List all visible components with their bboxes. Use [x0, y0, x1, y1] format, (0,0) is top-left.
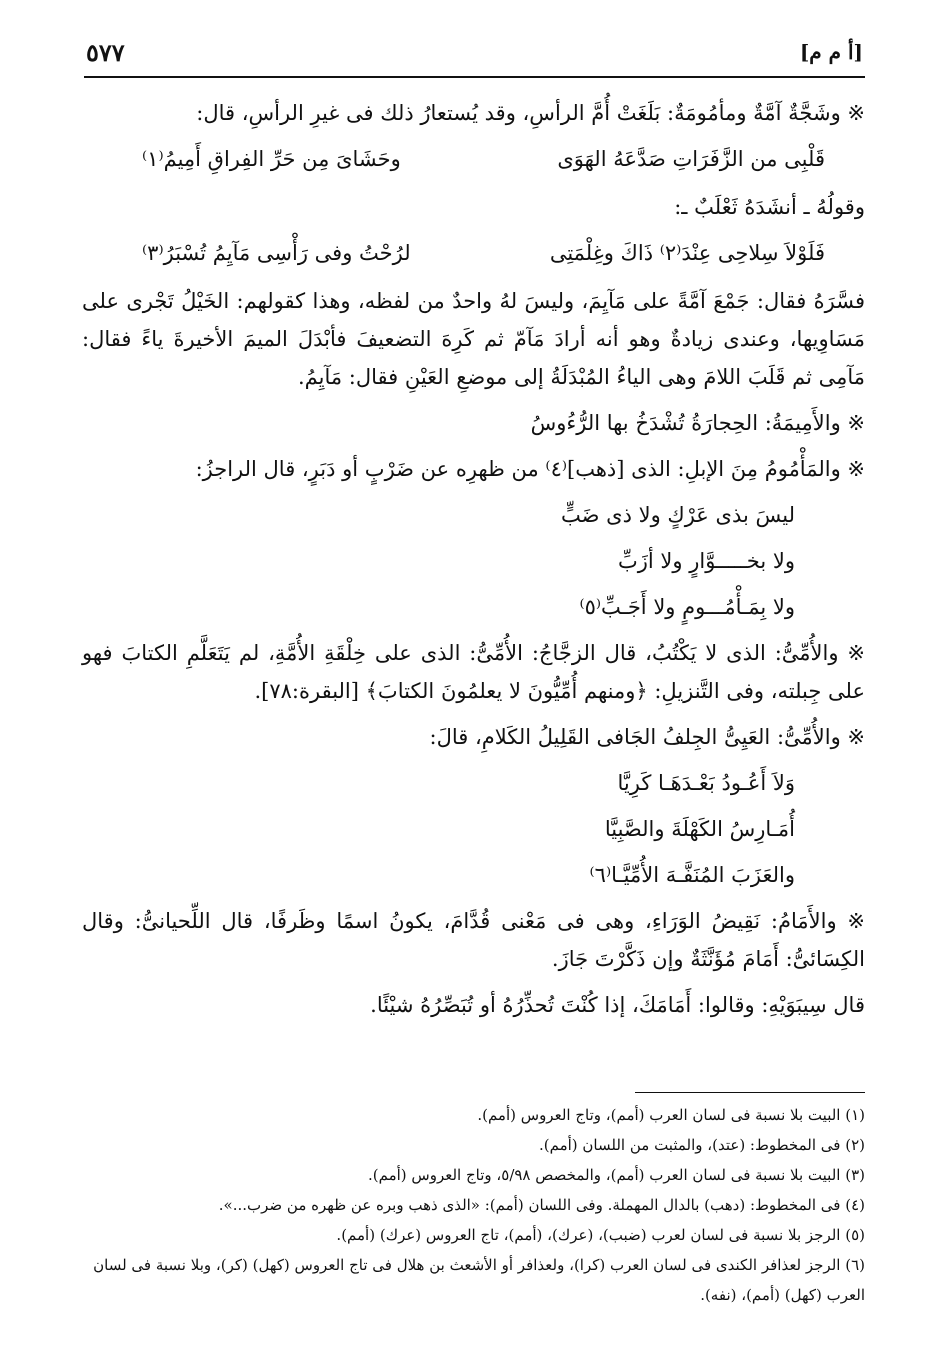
rajaz-line: أُمَـارِسُ الكَهْلَةَ والصَّبِيَّا: [604, 817, 795, 841]
entry-paragraph: قال سِيبَوَيْهِ: وقالوا: أَمَامَكَ، إذا كُنْتَ تُحذِّرُهُ أو تُبَصِّرُهُ شيْئًا.: [370, 993, 865, 1017]
footnote-item: (٦) الرجز لعذافر الكندى فى لسان العرب (كرا)، ولعذافر أو الأشعث بن هلال فى تاج العروس (كهل) (كر)، وبلا نسبة فى لسان العرب (كهل) (أمم)، (نفه).: [93, 1256, 865, 1304]
footnote-item: (٣) البيت بلا نسبة فى لسان العرب (أمم)، والمخصص ٥/٩٨، وتاج العروس (أمم).: [367, 1166, 865, 1184]
verse-first-hemistich: فَلَوْلاَ سِلاحِى عِنْدَ⁽٢⁾ ذَاكَ وغِلْمَتِى: [549, 241, 825, 265]
footnote-item: (٢) فى المخطوط: (عتد)، والمثبت من اللسان (أمم).: [538, 1136, 865, 1154]
verse-first-hemistich: قَلْبِى من الزَّفَرَاتِ صَدَّعَهُ الهَوَى: [557, 147, 825, 171]
rajaz-line: والعَزَبَ المُنَفَّـهَ الأُمِّيَّـا⁽٦⁾: [589, 863, 795, 887]
main-text: [82, 94, 865, 1032]
verse-line: [142, 140, 825, 178]
footnote-rule: [635, 1092, 865, 1093]
entry-paragraph: ※ وشَجَّةٌ آمَّةٌ ومأمُومَةٌ: بَلَغَتْ أُمَّ الرأسِ، وقد يُستعارُ ذلك فى غيرِ الرأسِ، قال:: [196, 101, 865, 125]
entry-paragraph: ※ والأَمَامُ: نَقِيضُ الوَرَاءِ، وهى فى مَعْنى قُدَّامَ، يكونُ اسمًا وظَرفًا، قال اللِّحيانىُّ: وقال الكِسَائىُّ: أَمَامَ مُؤَنَّثَةٌ وإن ذَكَّرْتَ جَازَ.: [82, 909, 865, 971]
verse-second-hemistich: وحَشَاىَ مِن حَرِّ الفِراقِ أَمِيمُ⁽١⁾: [142, 147, 401, 171]
header-rule: [84, 76, 865, 78]
footnote-item: (٥) الرجز بلا نسبة فى لسان لعرب (ضبب)، (عرك)، (أمم)، تاج العروس (عرك) (أمم).: [336, 1226, 865, 1244]
page-header: [86, 38, 863, 68]
rajaz-line: ولا بخـــــوَّارٍ ولا أزَبِّ: [618, 549, 795, 573]
entry-paragraph: ※ والمَأْمُومُ مِنَ الإبلِ: الذى [ذهب]⁽٤⁾ من ظهرِه عن ضَرْبٍ أو دَبَرٍ، قال الراجزُ:: [195, 457, 865, 481]
entry-paragraph: ※ والأُمِّىُّ: العَيِىُّ الجِلفُ الجَافى القَلِيلُ الكَلامِ، قالَ:: [429, 725, 865, 749]
rajaz-line: ولا بِمَـأْمُـــومٍ ولا أَجَـبِّ⁽٥⁾: [579, 595, 795, 619]
running-title: [أ م م]: [799, 40, 863, 64]
entry-paragraph: ※ والأُمِّىُّ: الذى لا يَكْتُبُ، قال الزجَّاجُ: الأُمِّىُّ: الذى على خِلْقَةِ الأُمَّةِ، لم يَتَعَلَّمِ الكتابَ فهو على جِبلته، وفى التَّنزيلِ: ﴿ومنهم أُمِّيُّونَ لا يعلمُونَ الكتابَ﴾ [البقرة:٧٨].: [82, 641, 865, 703]
rajaz-line: ليسَ بذى عَرْكٍ ولا ذى ضَبٍّ: [561, 503, 795, 527]
entry-paragraph: فسَّرَهُ فقال: جَمْعَ آمَّةً على مَآيِمَ، وليسَ لهُ واحدٌ من لفظه، وهذا كقولهم: الخَيْلُ تَجْرى على مَسَاوِيها، وعندى زيادةٌ وهو أنه أرادَ مَآمّ ثم كَرِهَ التضعيفَ فأبْدَلَ الميمَ الأخيرةَ ياءً فقال: مَآمِى ثم قَلَبَ اللامَ وهى الياءُ المُبْدَلَةُ إلى موضعِ العَيْنِ فقال: مَآيِمُ.: [82, 289, 865, 389]
footnotes: [82, 1100, 865, 1310]
verse-line: [142, 234, 825, 272]
entry-paragraph: وقولُهُ ـ أنشَدَهُ ثَعْلَبٌ ـ:: [674, 195, 865, 219]
footnote-item: (٤) فى المخطوط: (دهب) بالدال المهملة. وفى اللسان (أمم): «الذى ذهب وبره عن ظهره من ضرب...».: [218, 1196, 865, 1214]
entry-paragraph: ※ والأَمِيمَةُ: الحِجارَةُ تُشْدَخُ بها الرُّءُوسُ: [530, 411, 865, 435]
page-number: ٥٧٧: [86, 38, 125, 67]
footnote-item: (١) البيت بلا نسبة فى لسان العرب (أمم)، وتاج العروس (أمم).: [477, 1106, 865, 1124]
rajaz-line: وَلاَ أَعُـودُ بَعْـدَهَـا كَرِيَّا: [617, 771, 795, 795]
verse-second-hemistich: لرُحْتُ وفى رَأْسِى مَآيِمُ تُسْبَرُ⁽٣⁾: [142, 241, 411, 265]
